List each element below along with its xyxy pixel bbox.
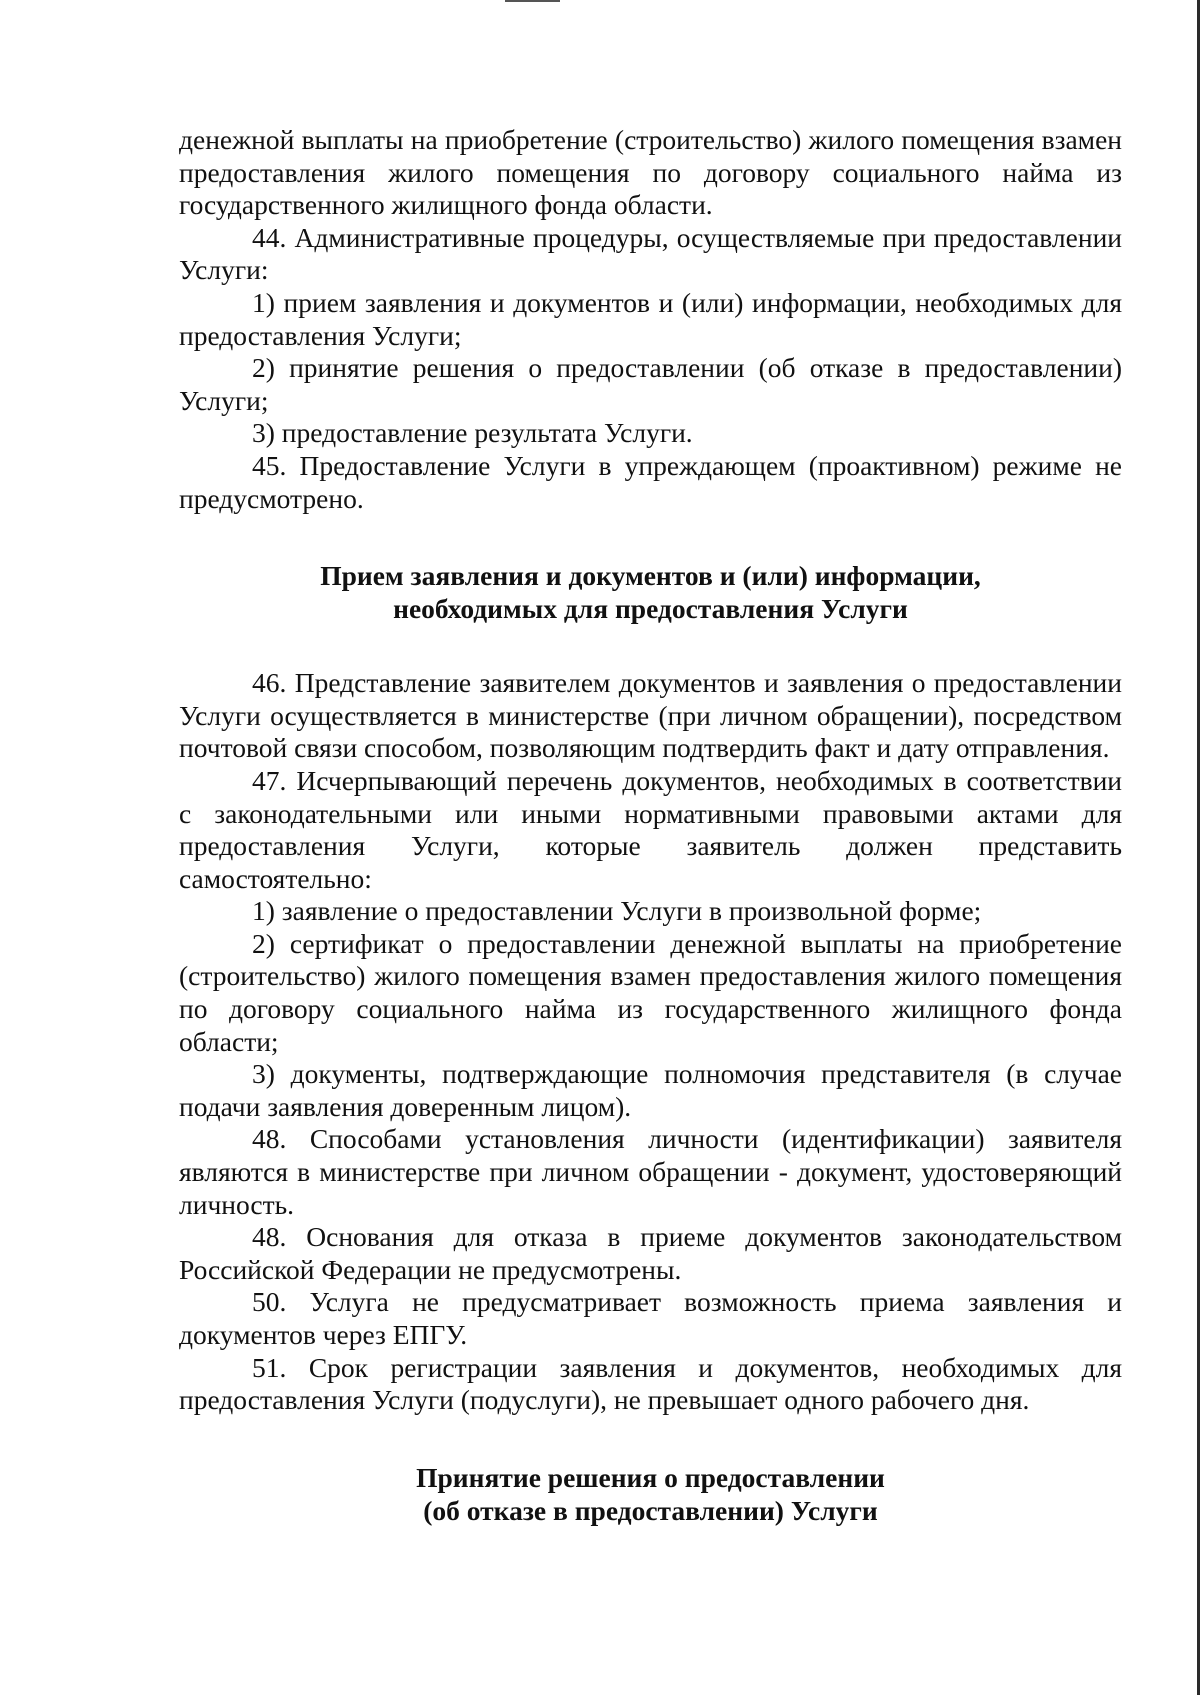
paragraph-44-item-1: 1) прием заявления и документов и (или) информации, необходимых для предоставления Услуги; [179,286,1122,351]
paragraph-47-item-3: 3) документы, подтверждающие полномочия представителя (в случае подачи заявления доверенным лицом). [179,1058,1122,1122]
section-heading-decision-line-1: Принятие решения о предоставлении [416,1461,885,1493]
document-page [179,124,1122,1527]
paragraph-51: 51. Срок регистрации заявления и документов, необходимых для предоставления Услуги (подуслуги), не превышает одного рабочего дня. [179,1351,1122,1416]
paragraph-48-refusal: 48. Основания для отказа в приеме документов законодательством Российской Федерации не предусмотрены. [179,1221,1122,1285]
section-heading-decision [179,1461,1122,1527]
paragraph-45: 45. Предоставление Услуги в упреждающем (проактивном) режиме не предусмотрено. [179,449,1122,514]
paragraph-continuation: денежной выплаты на приобретение (строительство) жилого помещения взамен предоставления жилого помещения по договору социального найма из государственного жилищного фонда области. [179,124,1122,221]
paragraph-47-item-2: 2) сертификат о предоставлении денежной выплаты на приобретение (строительство) жилого помещения взамен предоставления жилого помещения по договору социального найма из государственного жилищного фонда области; [179,927,1122,1057]
paragraph-47: 47. Исчерпывающий перечень документов, необходимых в соответствии с законодательными или иными нормативными правовыми актами для предоставления Услуги, которые заявитель должен представить самостоятельно: [179,764,1122,894]
paragraph-48-identification: 48. Способами установления личности (идентификации) заявителя являются в министерстве при личном обращении - документ, удостоверяющий личность. [179,1123,1122,1220]
paragraph-44-item-2: 2) принятие решения о предоставлении (об отказе в предоставлении) Услуги; [179,352,1122,416]
paragraph-44-item-3: 3) предоставление результата Услуги. [252,417,693,449]
section-heading-intake-line-2: необходимых для предоставления Услуги [393,593,908,625]
paragraph-46: 46. Представление заявителем документов и заявления о предоставлении Услуги осуществляется в министерстве (при личном обращении), посредством почтовой связи способом, позволяющим подтвердить факт и дату отправления. [179,667,1122,764]
paragraph-47-item-1: 1) заявление о предоставлении Услуги в произвольной форме; [252,895,982,927]
paragraph-44: 44. Административные процедуры, осуществляемые при предоставлении Услуги: [179,221,1122,286]
paragraph-50: 50. Услуга не предусматривает возможность приема заявления и документов через ЕПГУ. [179,1286,1122,1350]
scan-top-mark [505,0,560,2]
section-heading-intake-line-1: Прием заявления и документов и (или) информации, [320,560,981,592]
section-heading-decision-line-2: (об отказе в предоставлении) Услуги [423,1494,878,1526]
section-heading-intake [179,559,1122,625]
